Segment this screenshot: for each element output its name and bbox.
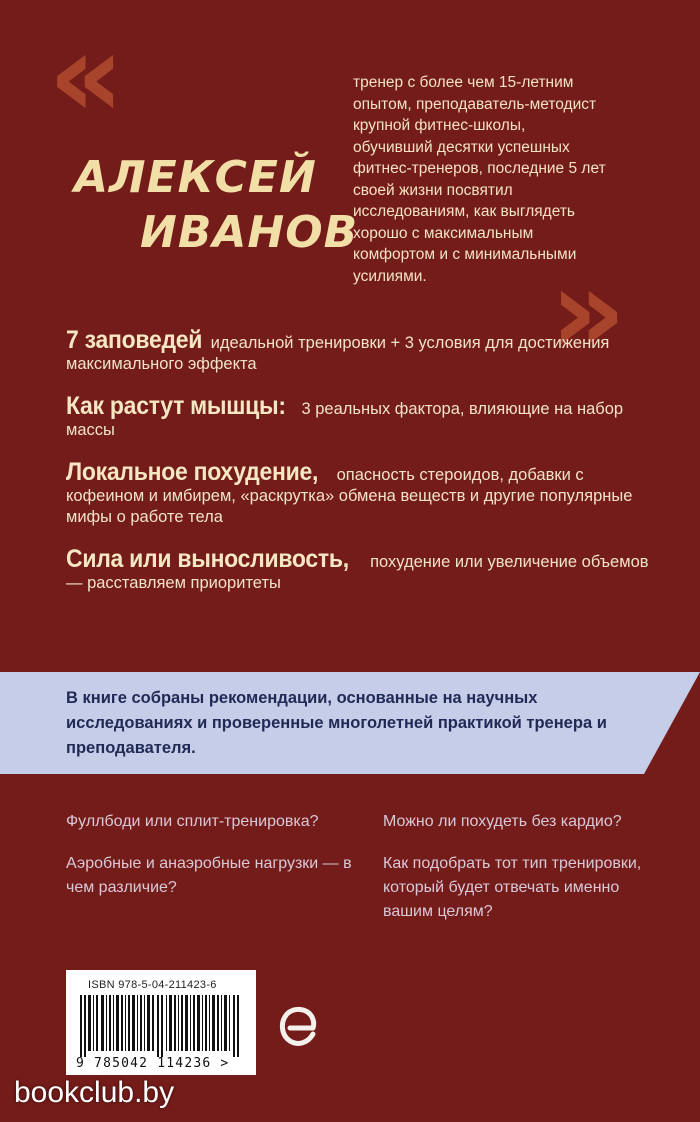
questions-left xyxy=(66,810,366,918)
question-item: Как подобрать тот тип тренировки, который будет отвечать именно вашим целям? xyxy=(383,855,642,920)
question-item: Фуллбоди или сплит-тренировка? xyxy=(66,813,319,830)
feature-text: идеальной тренировки + 3 условия для достижения максимального эффекта xyxy=(66,334,610,373)
questions-right xyxy=(383,810,673,942)
feature-text: 3 реальных фактора, влияющие на набор массы xyxy=(66,400,624,439)
publisher-logo-icon xyxy=(277,1004,321,1048)
barcode-digits: 9 785042 114236 > xyxy=(76,1056,230,1071)
watermark-site-name: bookclub.by xyxy=(14,1076,175,1109)
feature-item xyxy=(66,545,656,594)
author-name xyxy=(74,150,358,260)
barcode xyxy=(66,970,256,1075)
author-bio: тренер с более чем 15-летним опытом, преподаватель-методист крупной фитнес-школы, обучивший десятки успешных фитнес-тренеров, последние 5 лет своей жизни посвятил исследованиям, как выглядеть хорошо с максимальным комфортом и с минимальными усилиями. xyxy=(353,74,606,285)
feature-heading: 7 заповедей xyxy=(66,326,203,354)
feature-heading: Локальное похудение, xyxy=(66,458,319,486)
question-item: Можно ли похудеть без кардио? xyxy=(383,813,622,830)
features-list xyxy=(66,326,656,611)
author-first-name: АЛЕКСЕЙ xyxy=(74,152,317,203)
barcode-bars xyxy=(80,995,242,1057)
feature-text: похудение или увеличение объемов — расставляем приоритеты xyxy=(66,553,649,592)
feature-item xyxy=(66,458,656,528)
closing-quote-mark: » xyxy=(550,242,621,380)
feature-heading: Как растут мышцы: xyxy=(66,392,286,420)
isbn-label: ISBN 978-5-04-211423-6 xyxy=(88,979,217,991)
question-item: Аэробные и анаэробные нагрузки — в чем различие? xyxy=(66,855,352,896)
highlight-text: В книге собраны рекомендации, основанные на научных исследованиях и проверенные многолетней практикой тренера и преподавателя. xyxy=(66,689,607,757)
feature-text: опасность стероидов, добавки с кофеином и имбирем, «раскрутка» обмена веществ и другие популярные мифы о работе тела xyxy=(66,466,633,526)
feature-item xyxy=(66,326,656,375)
opening-quote-mark: « xyxy=(48,6,119,144)
feature-item xyxy=(66,392,656,441)
feature-heading: Сила или выносливость, xyxy=(66,545,349,573)
author-last-name: ИВАНОВ xyxy=(140,207,359,258)
